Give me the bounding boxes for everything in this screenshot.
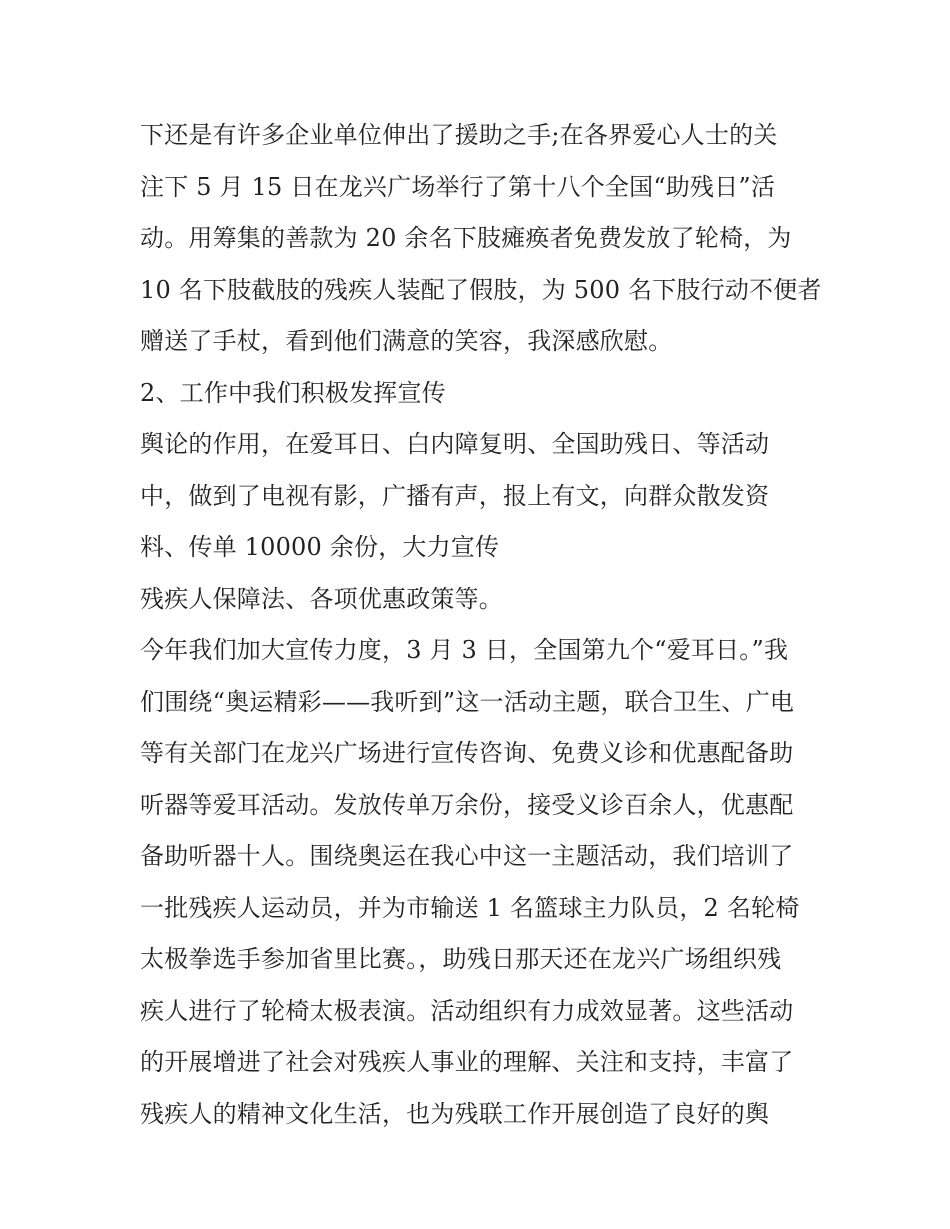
text-line: 10 名下肢截肢的残疾人装配了假肢，为 500 名下肢行动不便者 xyxy=(140,275,822,304)
text-line: 料、传单 10000 余份，大力宣传 xyxy=(140,533,500,561)
text-line: 赠送了手杖，看到他们满意的笑容，我深感欣慰。 xyxy=(140,327,673,355)
text-line: 动。用筹集的善款为 20 余名下肢瘫痪者免费发放了轮椅，为 xyxy=(140,224,792,252)
text-line: 听器等爱耳活动。发放传单万余份，接受义诊百余人，优惠配 xyxy=(140,790,794,819)
text-line: 残疾人保障法、各项优惠政策等。 xyxy=(140,584,503,613)
text-line: 注下 5 月 15 日在龙兴广场举行了第十八个全国“助残日”活 xyxy=(140,172,776,201)
text-line: 一批残疾人运动员，并为市输送 1 名篮球主力队员，2 名轮椅 xyxy=(140,893,800,922)
text-line: 下还是有许多企业单位伸出了援助之手;在各界爱心人士的关 xyxy=(140,121,778,149)
text-line: 太极拳选手参加省里比赛。，助残日那天还在龙兴广场组织残 xyxy=(140,945,782,973)
body-text xyxy=(140,110,820,1140)
text-line: 疾人进行了轮椅太极表演。活动组织有力成效显著。这些活动 xyxy=(140,996,794,1025)
text-line: 备助听器十人。围绕奥运在我心中这一主题活动，我们培训了 xyxy=(140,842,794,870)
text-line: 舆论的作用，在爱耳日、白内障复明、全国助残日、等活动 xyxy=(140,430,770,458)
text-line: 中，做到了电视有影，广播有声，报上有文，向群众散发资 xyxy=(140,481,770,510)
text-line: 今年我们加大宣传力度，3 月 3 日，全国第九个“爱耳日。”我 xyxy=(140,636,789,664)
text-line: 等有关部门在龙兴广场进行宣传咨询、免费义诊和优惠配备助 xyxy=(140,739,794,767)
section-heading: 2、工作中我们积极发挥宣传 xyxy=(140,378,446,407)
text-line: 的开展增进了社会对残疾人事业的理解、关注和支持，丰富了 xyxy=(140,1048,794,1076)
text-line: 残疾人的精神文化生活，也为残联工作开展创造了良好的舆 xyxy=(140,1099,770,1128)
text-line: 们围绕“奥运精彩——我听到”这一活动主题，联合卫生、广电 xyxy=(140,687,795,716)
